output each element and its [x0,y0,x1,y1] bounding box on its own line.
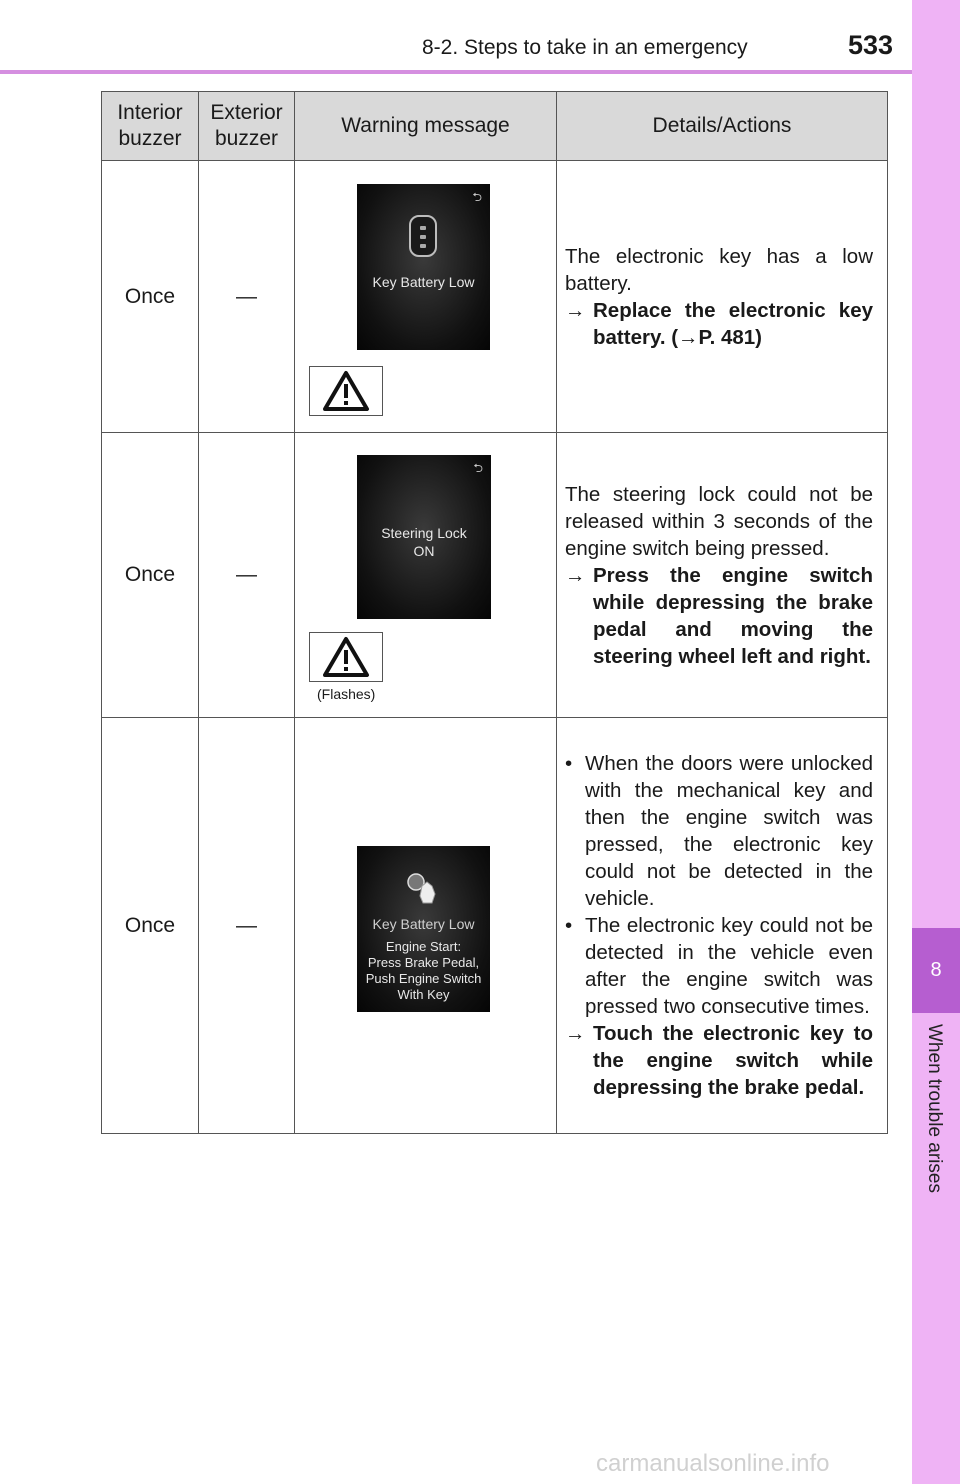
action-text: Press the engine switch while depressing the brake pedal and moving the steering wheel left and right. [593,563,873,668]
page-number: 533 [848,30,894,60]
action-text: Touch the electronic key to the engine switch while depressing the brake pedal. [593,1022,873,1099]
interior-buzzer-cell: Once [102,161,199,433]
warning-triangle-icon [322,636,370,678]
details-cell [557,161,888,433]
bullet-glyph: • [565,914,573,937]
bullet-item [565,750,873,912]
details-text: The steering lock could not be released within 3 seconds of the engine switch being pressed. [565,482,873,560]
warning-message-cell [295,718,557,1134]
chapter-title: When trouble arises [924,1024,945,1193]
key-touch-icon [405,872,441,906]
details-cell [557,433,888,718]
action-text: Replace the electronic key battery. (→P. 481) [593,298,873,349]
interior-buzzer-cell: Once [102,718,199,1134]
key-fob-icon [408,214,438,258]
column-header: Details/Actions [557,92,888,161]
section-title: 8-2. Steps to take in an emergency [422,36,748,59]
chapter-number: 8 [912,928,960,1013]
flashes-note: (Flashes) [317,686,376,702]
details-text: The electronic key has a low battery. [565,244,873,295]
arrow-icon: → [565,298,586,322]
warning-message-cell [295,161,557,433]
display-screen-image [357,846,490,1012]
table-header-row [102,92,888,161]
column-header: Interior buzzer [102,92,199,161]
warning-message-cell [295,433,557,718]
column-header: Warning message [295,92,557,161]
display-screen-image [357,184,490,350]
details-cell [557,718,888,1134]
display-screen-image [357,455,491,619]
action-line [565,297,873,351]
exterior-buzzer-cell: — [199,433,295,718]
action-line [565,1020,873,1101]
watermark: carmanualsonline.info [596,1450,830,1477]
table-row [102,433,888,718]
bullet-text: The electronic key could not be detected in the vehicle even after the engine switch was pressed two consecutive times. [585,914,873,1018]
warning-triangle-icon [322,370,370,412]
arrow-icon: → [565,1022,586,1045]
screen-text: Key Battery Low [372,916,475,932]
table-row [102,718,888,1134]
exterior-buzzer-cell: — [199,718,295,1134]
back-arrow-icon: ⮌ [472,190,482,204]
screen-text: With Key [397,987,450,1002]
screen-text: Engine Start: [385,939,462,954]
action-line [565,562,873,670]
exterior-buzzer-cell: — [199,161,295,433]
arrow-icon: → [565,563,586,587]
column-header: Exterior buzzer [199,92,295,161]
screen-text: Steering Lock [381,525,467,541]
interior-buzzer-cell: Once [102,433,199,718]
screen-text: Key Battery Low [372,274,475,290]
table-row [102,161,888,433]
screen-text: Press Brake Pedal, [367,955,480,970]
warning-message-table [101,91,888,1134]
bullet-item [565,912,873,1020]
header-rule [0,70,912,74]
warning-indicator [309,366,383,416]
warning-indicator [309,632,383,682]
bullet-glyph: • [565,752,573,775]
bullet-text: When the doors were unlocked with the mechanical key and then the engine switch was pressed, the electronic key could not be detected in the vehicle. [585,752,873,910]
screen-text: ON [413,543,435,559]
back-arrow-icon: ⮌ [473,461,483,475]
screen-text: Push Engine Switch [365,971,482,986]
side-tab [912,0,960,1484]
